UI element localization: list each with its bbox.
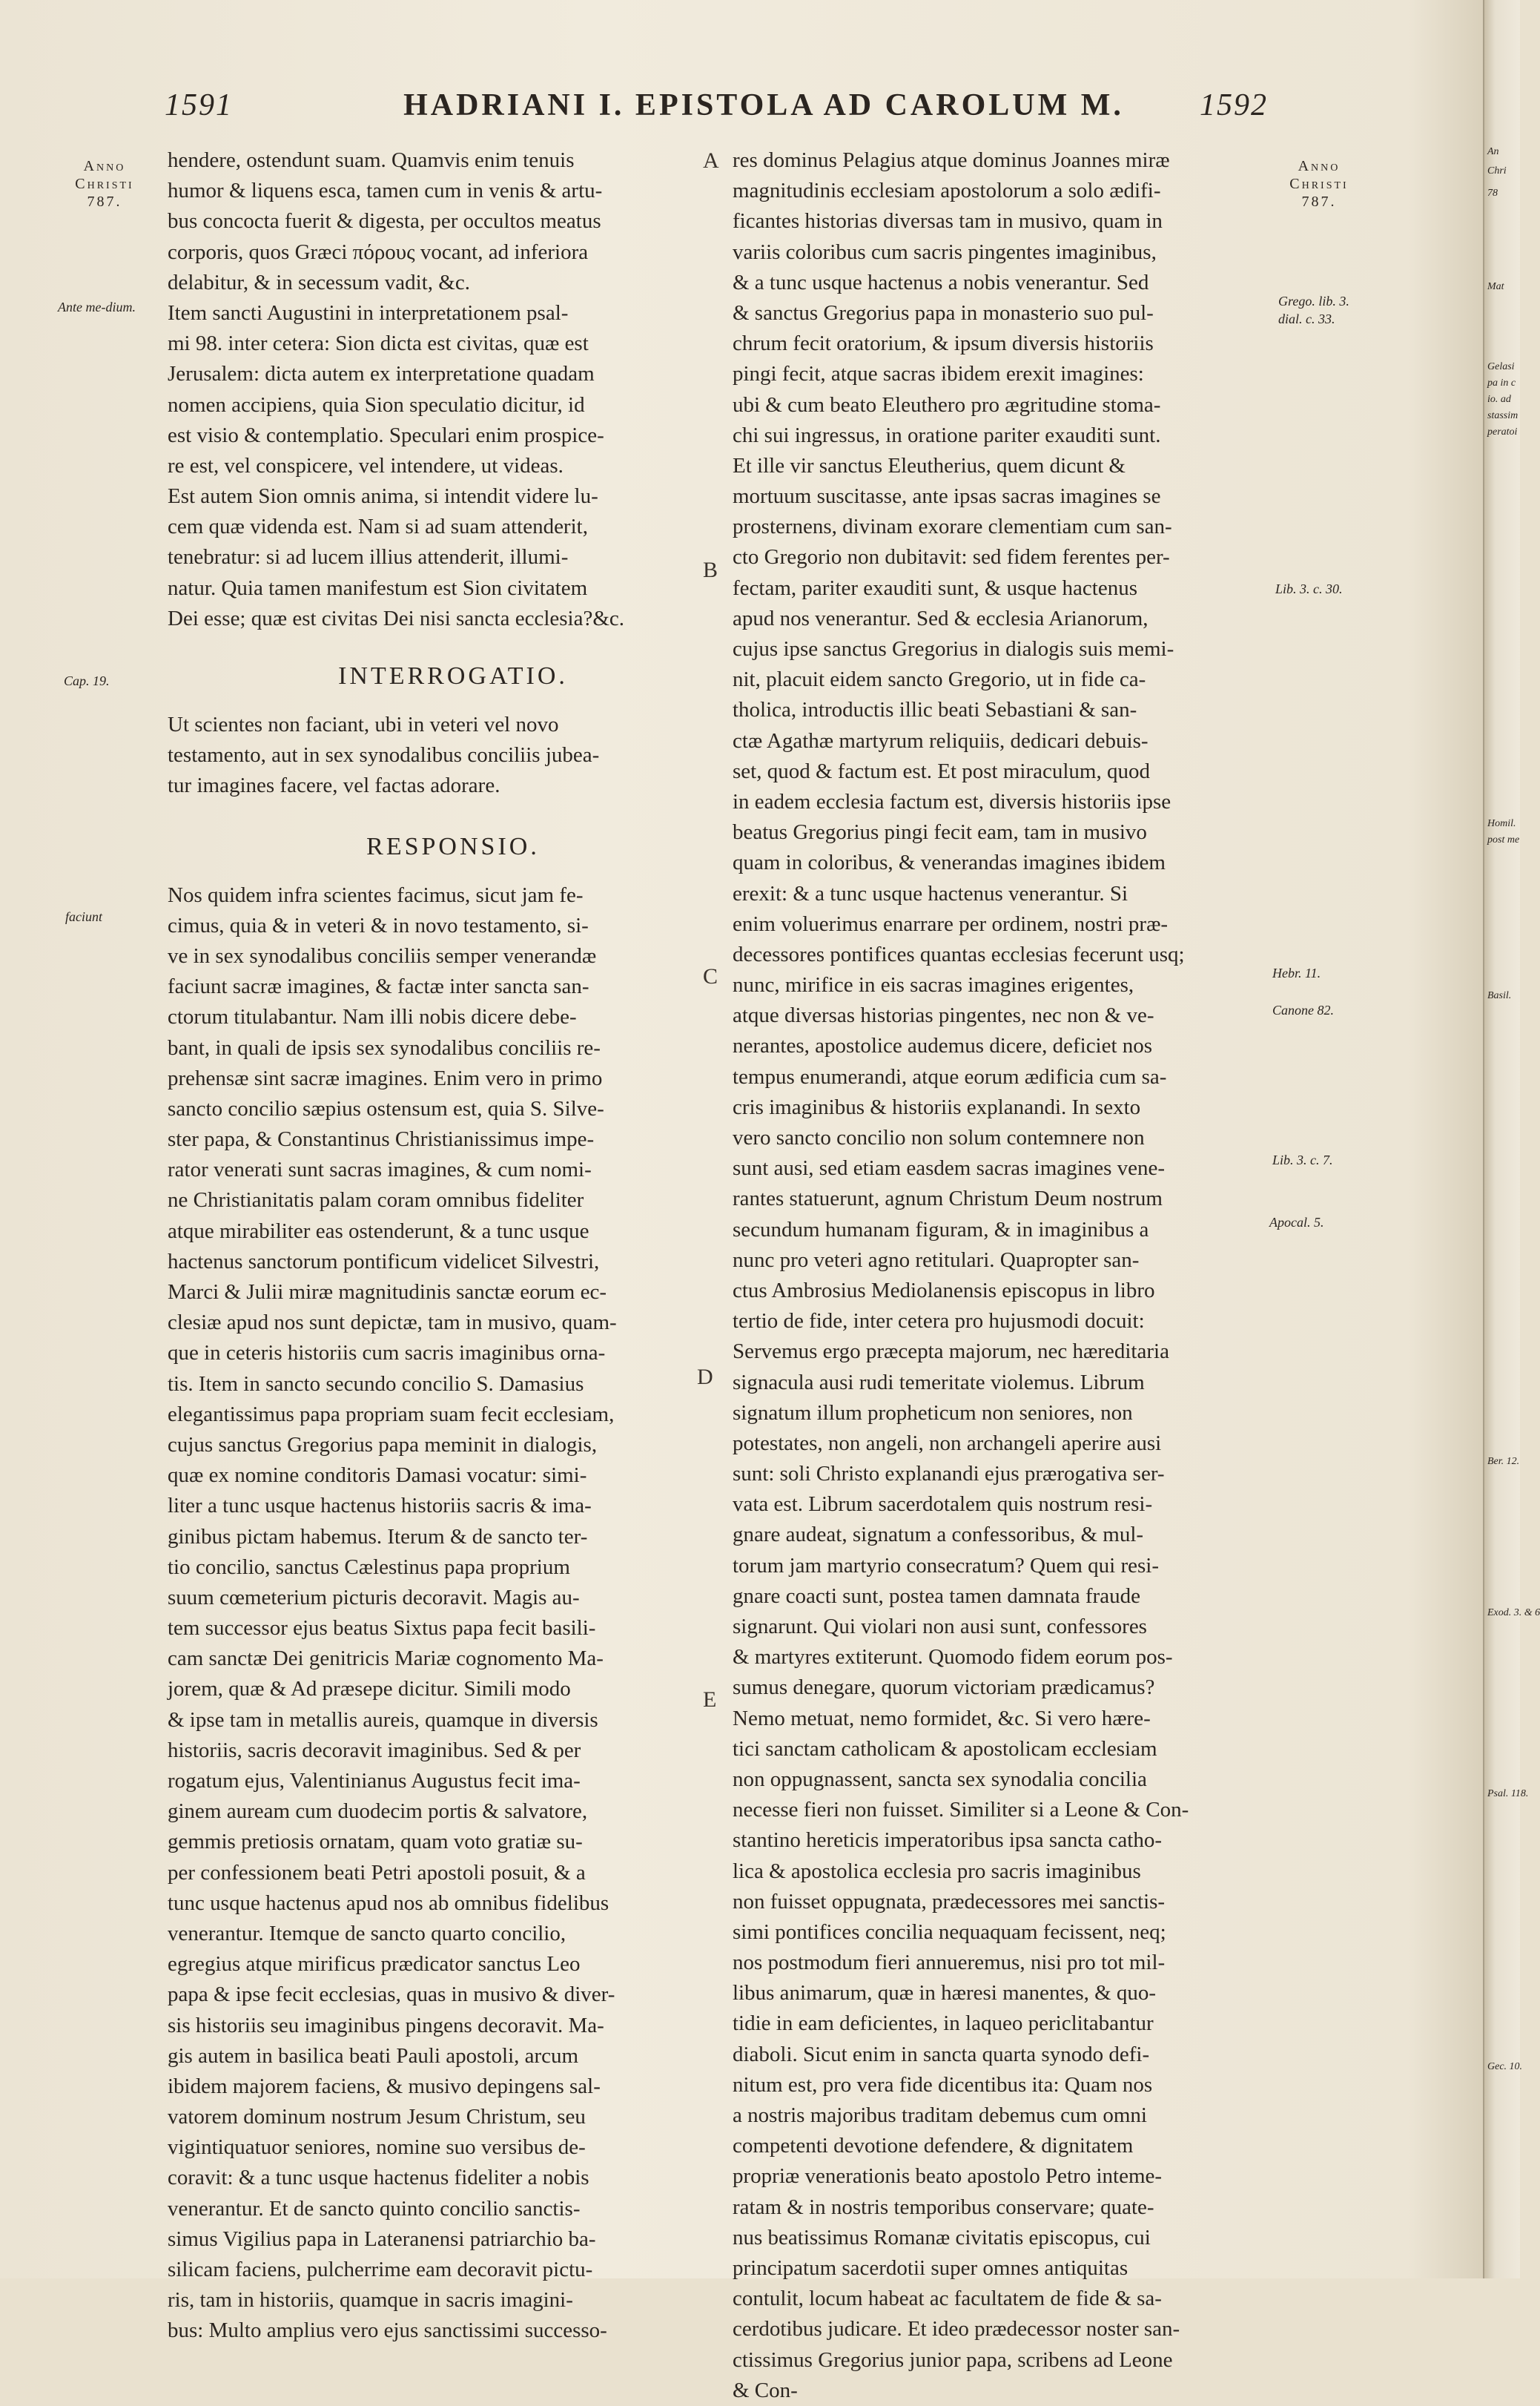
text-line: diaboli. Sicut enim in sancta quarta synodo defi- bbox=[733, 2042, 1150, 2066]
text-line: Est autem Sion omnis anima, si intendit videre lu- bbox=[168, 484, 598, 509]
text-line: atque mirabiliter eas ostenderunt, & a tunc usque bbox=[168, 1219, 589, 1243]
text-line: contulit, locum habeat ac facultatem de fide & sa- bbox=[733, 2287, 1162, 2311]
text-line: Marci & Julii miræ magnitudinis sanctæ eorum ec- bbox=[168, 1280, 607, 1304]
text-line: nunc, mirifice in eis sacras imagines erigentes, bbox=[733, 973, 1134, 998]
text-line: cris imaginibus & historiis explanandi. In sexto bbox=[733, 1095, 1141, 1119]
text-line: testamento, aut in sex synodalibus conciliis jubea- bbox=[168, 743, 600, 768]
text-line: jorem, quæ & Ad præsepe dicitur. Simili modo bbox=[168, 1677, 571, 1701]
margin-note-lib3c7: Lib. 3. c. 7. bbox=[1272, 1153, 1333, 1167]
text-line: gis autem in basilica beati Pauli apostoli, arcum bbox=[168, 2043, 579, 2068]
text-line: vata est. Librum sacerdotalem quis nostrum resi- bbox=[733, 1492, 1153, 1517]
text-line: a nostris majoribus traditam debemus cum omni bbox=[733, 2103, 1147, 2127]
text-line: vatorem dominum nostrum Jesum Christum, seu bbox=[168, 2105, 586, 2129]
text-line: nitum est, pro vera fide dicentibus ita: Quam nos bbox=[733, 2072, 1153, 2097]
text-line: cimus, quia & in veteri & in novo testamento, si- bbox=[168, 913, 589, 937]
text-line: clesiæ apud nos sunt depictæ, tam in musivo, quam- bbox=[168, 1311, 617, 1335]
anno-label: Anno bbox=[1298, 158, 1341, 174]
text-line: rator venerati sunt sacras imagines, & cum nomi- bbox=[168, 1158, 592, 1182]
next-page-fragment: Mat bbox=[1487, 281, 1504, 292]
text-line: delabitur, & in secessum vadit, &c. bbox=[168, 270, 470, 294]
text-line: secundum humanam figuram, & in imaginibus a bbox=[733, 1217, 1149, 1242]
text-line: gnare audeat, signatum a confessoribus, & mul- bbox=[733, 1523, 1144, 1547]
text-line: & a tunc usque hactenus a nobis venerantur. Sed bbox=[733, 270, 1149, 294]
text-line: historiis, sacris decoravit imaginibus. Sed & per bbox=[168, 1738, 581, 1762]
anno-label: Anno bbox=[83, 158, 126, 174]
text-line: silicam faciens, pulcherrime eam decoravit pictu- bbox=[168, 2258, 593, 2281]
text-line: ctissimus Gregorius junior papa, scribens ad Leone bbox=[733, 2347, 1173, 2372]
text-line: papa & ipse fecit ecclesias, quas in musivo & diver- bbox=[168, 1983, 615, 2007]
right-text-column bbox=[733, 145, 1303, 2406]
right-page-number: 1592 bbox=[1200, 88, 1268, 122]
next-page-fragment: Ber. 12. bbox=[1487, 1456, 1520, 1467]
text-line: prehensæ sint sacræ imagines. Enim vero in primo bbox=[168, 1066, 603, 1090]
christi-label: Christi bbox=[75, 176, 134, 192]
text-line: sumus denegare, quorum victoriam prædicamus? bbox=[733, 1675, 1155, 1700]
heading-interrogatio: INTERROGATIO. bbox=[338, 662, 568, 690]
text-line: prosternens, divinam exorare clementiam cum san- bbox=[733, 515, 1172, 539]
text-line: bus concocta fuerit & digesta, per occultos meatus bbox=[168, 209, 601, 234]
text-line: non fuisset oppugnata, prædecessores mei sanctis- bbox=[733, 1889, 1166, 1914]
text-line: stantino hereticis imperatoribus ipsa sancta catho- bbox=[733, 1828, 1163, 1853]
text-line: tenebratur: si ad lucem illius attenderit, illumi- bbox=[168, 545, 569, 570]
text-line: nerantes, apostolice audemus dicere, deficiet nos bbox=[733, 1034, 1153, 1058]
text-line: ctus Ambrosius Mediolanensis episcopus in libro bbox=[733, 1278, 1155, 1302]
text-line: libus animarum, quæ in hæresi manentes, & quo- bbox=[733, 1981, 1157, 2005]
text-line: principatum sacerdotii super omnes antiquitas bbox=[733, 2255, 1128, 2280]
next-page-fragment: Gec. 10. bbox=[1487, 2061, 1523, 2072]
text-line: humor & liquens esca, tamen cum in venis & artu- bbox=[168, 179, 603, 203]
next-page-fragment: Gelasi bbox=[1487, 361, 1515, 372]
section-letter-e: E bbox=[703, 1687, 717, 1712]
text-line: suum cœmeterium picturis decoravit. Magis au- bbox=[168, 1585, 580, 1609]
text-line: tici sanctam catholicam & apostolicam ecclesiam bbox=[733, 1736, 1157, 1761]
running-header bbox=[0, 88, 1483, 132]
next-page-fragment: post me bbox=[1487, 834, 1520, 846]
next-page-fragment: io. ad bbox=[1487, 394, 1511, 405]
text-line: que in ceteris historiis cum sacris imaginibus orna- bbox=[168, 1341, 606, 1365]
text-line: chrum fecit oratorium, & ipsum diversis historiis bbox=[733, 332, 1154, 356]
text-line: set, quod & factum est. Et post miraculum, quod bbox=[733, 759, 1150, 783]
left-text-block-b bbox=[168, 710, 738, 802]
text-line: atque diversas historias pingentes, nec non & ve- bbox=[733, 1003, 1154, 1028]
next-page-edge bbox=[1483, 0, 1540, 2278]
section-letter-c: C bbox=[703, 964, 718, 989]
text-line: lica & apostolica ecclesia pro sacris imaginibus bbox=[733, 1859, 1141, 1883]
left-text-block-a bbox=[168, 145, 738, 634]
anno-year: 787. bbox=[87, 194, 122, 210]
text-line: liter a tunc usque hactenus historiis sacris & ima- bbox=[168, 1494, 592, 1518]
text-line: tem successor ejus beatus Sixtus papa fecit basili- bbox=[168, 1616, 596, 1641]
text-line: tunc usque hactenus apud nos ab omnibus fidelibus bbox=[168, 1891, 609, 1915]
text-line: decessores pontifices quantas ecclesias fecerunt usq; bbox=[733, 942, 1185, 966]
left-page-number: 1591 bbox=[165, 88, 233, 122]
text-line: nos postmodum fieri annueremus, nisi pro tot mil- bbox=[733, 1951, 1166, 1975]
text-line: ginibus pictam habemus. Iterum & de sancto ter- bbox=[168, 1524, 588, 1549]
next-page-christi: Chri bbox=[1487, 165, 1507, 177]
text-line: nit, placuit eidem sancto Gregorio, ut in fide ca- bbox=[733, 668, 1146, 692]
text-line: enim voluerimus enarrare per ordinem, nostri præ- bbox=[733, 912, 1169, 936]
text-line: beatus Gregorius pingi fecit eam, tam in musivo bbox=[733, 820, 1147, 845]
text-line: ctæ Agathæ martyrum reliquiis, dedicari debuis- bbox=[733, 728, 1149, 753]
text-line: ctorum titulabantur. Nam illi nobis dicere debe- bbox=[168, 1005, 577, 1029]
text-line: ubi & cum beato Eleuthero pro ægritudine stoma- bbox=[733, 392, 1161, 417]
text-line: nunc pro veteri agno retitulari. Quapropter san- bbox=[733, 1248, 1140, 1272]
text-line: tidie in eam deficientes, in laqueo periclitabantur bbox=[733, 2011, 1154, 2036]
text-line: vigintiquatuor seniores, nomine suo versibus de- bbox=[168, 2135, 586, 2160]
margin-note-hebr: Hebr. 11. bbox=[1272, 966, 1321, 980]
text-line: torum jam martyrio consecratum? Quem qui resi- bbox=[733, 1553, 1159, 1578]
text-line: Et ille vir sanctus Eleutherius, quem dicunt & bbox=[733, 453, 1126, 478]
text-line: sancto concilio sæpius ostensum est, quia S. Silve- bbox=[168, 1096, 604, 1121]
text-line: apud nos venerantur. Sed & ecclesia Arianorum, bbox=[733, 606, 1149, 630]
next-page-year: 78 bbox=[1487, 188, 1498, 199]
text-line: faciunt sacræ imagines, & factæ inter sancta san- bbox=[168, 975, 589, 999]
text-line: mi 98. inter cetera: Sion dicta est civitas, quæ est bbox=[168, 332, 589, 356]
text-line: ne Christianitatis palam coram omnibus fideliter bbox=[168, 1188, 584, 1213]
text-line: sis historiis seu imaginibus pingens decoravit. Ma- bbox=[168, 2013, 604, 2037]
text-line: ster papa, & Constantinus Christianissimus impe- bbox=[168, 1127, 595, 1152]
margin-note-grego: Grego. lib. 3. dial. c. 33. bbox=[1278, 294, 1349, 326]
text-line: in eadem ecclesia factum est, diversis historiis ipse bbox=[733, 789, 1171, 814]
next-page-anno: An bbox=[1487, 146, 1499, 157]
anno-year: 787. bbox=[1301, 194, 1337, 210]
text-line: tio concilio, sanctus Cælestinus papa proprium bbox=[168, 1555, 570, 1579]
text-line: tholica, introductis illic beati Sebastiani & san- bbox=[733, 698, 1137, 722]
text-line: gemmis pretiosis ornatam, quam voto gratiæ su- bbox=[168, 1830, 583, 1854]
text-line: cujus sanctus Gregorius papa meminit in dialogis, bbox=[168, 1432, 598, 1457]
text-line: signatum illum propheticum non seniores, non bbox=[733, 1400, 1133, 1425]
next-page-fragment: Basil. bbox=[1487, 990, 1512, 1001]
text-line: corporis, quos Græci πόρους vocant, ad inferiora bbox=[168, 240, 589, 264]
text-line: variis coloribus cum sacris pingentes imaginibus, bbox=[733, 240, 1157, 264]
text-line: vero sancto concilio non solum contemnere non bbox=[733, 1126, 1145, 1150]
text-line: tis. Item in sancto secundo concilio S. Damasius bbox=[168, 1371, 584, 1396]
next-page-fragment: Homil. bbox=[1487, 818, 1516, 829]
text-line: bant, in quali de ipsis sex synodalibus conciliis re- bbox=[168, 1035, 601, 1060]
text-line: necesse fieri non fuisset. Similiter si a Leone & Con- bbox=[733, 1798, 1189, 1822]
text-line: re est, vel conspicere, vel intendere, ut videas. bbox=[168, 453, 564, 478]
text-line: cam sanctæ Dei genitricis Mariæ cognomento Ma- bbox=[168, 1647, 604, 1671]
text-line: hendere, ostendunt suam. Quamvis enim tenuis bbox=[168, 148, 575, 172]
margin-note-lib3c30: Lib. 3. c. 30. bbox=[1275, 581, 1343, 596]
text-line: sunt ausi, sed etiam easdem sacras imagines vene- bbox=[733, 1156, 1166, 1181]
text-line: quam in coloribus, & venerandas imagines ibidem bbox=[733, 851, 1166, 875]
margin-note-canone: Canone 82. bbox=[1272, 1003, 1334, 1018]
text-line: natur. Quia tamen manifestum est Sion civitatem bbox=[168, 576, 588, 600]
text-line: est visio & contemplatio. Speculari enim prospice- bbox=[168, 423, 604, 447]
text-line: signacula ausi rudi temeritate violemus. Librum bbox=[733, 1370, 1145, 1394]
running-title: HADRIANI I. EPISTOLA AD CAROLUM M. bbox=[403, 88, 1124, 122]
text-line: Item sancti Augustini in interpretationem psal- bbox=[168, 300, 569, 325]
text-line: ratam & in nostris temporibus conservare; quate- bbox=[733, 2195, 1154, 2219]
text-line: Nemo metuat, nemo formidet, &c. Si vero hære- bbox=[733, 1706, 1151, 1730]
text-line: ginem auream cum duodecim portis & salvatore, bbox=[168, 1799, 588, 1824]
text-line: venerantur. Et de sancto quinto concilio sanctis- bbox=[168, 2196, 581, 2221]
text-line: tur imagines facere, vel factas adorare. bbox=[168, 774, 500, 798]
text-line: mortuum suscitasse, ante ipsas sacras imagines se bbox=[733, 484, 1161, 509]
heading-responsio: RESPONSIO. bbox=[366, 832, 540, 860]
next-page-fragment: Exod. 3. & 6 bbox=[1487, 1607, 1540, 1618]
text-line: & ipse tam in metallis aureis, quamque in diversis bbox=[168, 1707, 598, 1732]
text-line: competenti devotione defendere, & dignitatem bbox=[733, 2134, 1134, 2158]
text-line: nomen accipiens, quia Sion speculatio dicitur, id bbox=[168, 392, 585, 417]
text-line: Servemus ergo præcepta majorum, nec hæreditaria bbox=[733, 1339, 1169, 1364]
christi-label: Christi bbox=[1289, 176, 1349, 192]
section-letter-b: B bbox=[703, 558, 718, 582]
text-line: sunt: soli Christo explanandi ejus prærogativa ser- bbox=[733, 1462, 1165, 1486]
text-line: cujus ipse sanctus Gregorius in dialogis suis memi- bbox=[733, 637, 1174, 661]
text-line: erexit: & a tunc usque hactenus venerantur. Si bbox=[733, 881, 1128, 906]
text-line: ibidem majorem faciens, & musivo depingens sal- bbox=[168, 2074, 601, 2098]
next-page-fragment: pa in c bbox=[1487, 378, 1516, 389]
next-page-fragment: peratoi bbox=[1487, 426, 1518, 438]
text-line: & sanctus Gregorius papa in monasterio suo pul- bbox=[733, 300, 1154, 325]
text-line: bus: Multo amplius vero ejus sanctissimi successo- bbox=[168, 2318, 607, 2343]
text-line: potestates, non angeli, non archangeli aperire ausi bbox=[733, 1431, 1162, 1455]
text-line: Jerusalem: dicta autem ex interpretatione quadam bbox=[168, 362, 595, 386]
right-margin-anno bbox=[1278, 157, 1360, 211]
text-line: Dei esse; quæ est civitas Dei nisi sancta ecclesia?&c. bbox=[168, 606, 625, 630]
text-line: pingi fecit, atque sacras ibidem erexit imagines: bbox=[733, 362, 1144, 386]
text-line: egregius atque mirificus prædicator sanctus Leo bbox=[168, 1952, 581, 1977]
next-page-fragment: Psal. 118. bbox=[1487, 1788, 1529, 1799]
text-line: simus Vigilius papa in Lateranensi patriarchio ba- bbox=[168, 2227, 596, 2251]
left-text-block-c bbox=[168, 880, 738, 2347]
text-line: res dominus Pelagius atque dominus Joannes miræ bbox=[733, 148, 1170, 172]
margin-note-cap: Cap. 19. bbox=[64, 673, 110, 688]
text-line: propriæ venerationis beato apostolo Petro inteme- bbox=[733, 2164, 1163, 2189]
text-line: per confessionem beati Petri apostoli posuit, & a bbox=[168, 1860, 586, 1885]
text-line: cem quæ videnda est. Nam si ad suam attenderit, bbox=[168, 515, 588, 539]
text-line: tertio de fide, inter cetera pro hujusmodi docuit: bbox=[733, 1309, 1145, 1334]
text-line: hactenus sanctorum pontificum videlicet Silvestri, bbox=[168, 1249, 600, 1273]
margin-note-ante-medium: Ante me-dium. bbox=[58, 300, 136, 314]
text-line: Nos quidem infra scientes facimus, sicut jam fe- bbox=[168, 883, 584, 907]
text-line: & Con- bbox=[733, 2378, 798, 2402]
text-line: nus beatissimus Romanæ civitatis episcopus, cui bbox=[733, 2225, 1151, 2250]
text-line: magnitudinis ecclesiam apostolorum a solo ædifi- bbox=[733, 179, 1161, 203]
section-letter-d: D bbox=[697, 1365, 713, 1389]
margin-note-faciunt: faciunt bbox=[65, 909, 102, 924]
text-line: & martyres extiterunt. Quomodo fidem eorum pos- bbox=[733, 1645, 1173, 1670]
text-line: venerantur. Itemque de sancto quarto concilio, bbox=[168, 1921, 566, 1945]
text-line: Ut scientes non faciant, ubi in veteri vel novo bbox=[168, 713, 559, 736]
text-line: fectam, pariter exauditi sunt, & usque hactenus bbox=[733, 576, 1137, 600]
text-line: rogatum ejus, Valentinianus Augustus fecit ima- bbox=[168, 1769, 581, 1793]
text-line: non oppugnassent, sancta sex synodalia concilia bbox=[733, 1767, 1147, 1791]
text-line: cerdotibus judicare. Et ideo prædecessor noster san- bbox=[733, 2317, 1180, 2341]
text-line: simi pontifices concilia nequaquam fecissent, neq; bbox=[733, 1919, 1166, 1944]
left-text-column bbox=[168, 145, 738, 2347]
margin-note-apocal: Apocal. 5. bbox=[1269, 1215, 1324, 1230]
text-line: gnare coacti sunt, postea tamen damnata fraude bbox=[733, 1583, 1140, 1608]
text-line: signarunt. Qui violari non ausi sunt, confessores bbox=[733, 1615, 1147, 1638]
left-margin-anno bbox=[64, 157, 145, 211]
text-line: chi sui ingressus, in oratione pariter exauditi sunt. bbox=[733, 423, 1161, 447]
text-line: cto Gregorio non dubitavit: sed fidem ferentes per- bbox=[733, 545, 1170, 570]
text-line: ris, tam in historiis, quamque in sacris imagini- bbox=[168, 2288, 573, 2313]
text-line: elegantissimus papa propriam suam fecit ecclesiam, bbox=[168, 1402, 615, 1426]
text-line: ve in sex synodalibus conciliis semper venerandæ bbox=[168, 943, 597, 968]
text-line: quæ ex nomine conditoris Damasi vocatur: simi- bbox=[168, 1463, 587, 1488]
section-letter-a: A bbox=[703, 148, 719, 173]
text-line: ficantes historias diversas tam in musivo, quam in bbox=[733, 209, 1163, 234]
text-line: coravit: & a tunc usque hactenus fideliter a nobis bbox=[168, 2166, 589, 2190]
text-line: rantes statuerunt, agnum Christum Deum nostrum bbox=[733, 1187, 1163, 1211]
text-line: tempus enumerandi, atque eorum ædificia cum sa- bbox=[733, 1064, 1167, 1089]
next-page-fragment: stassim bbox=[1487, 410, 1518, 421]
